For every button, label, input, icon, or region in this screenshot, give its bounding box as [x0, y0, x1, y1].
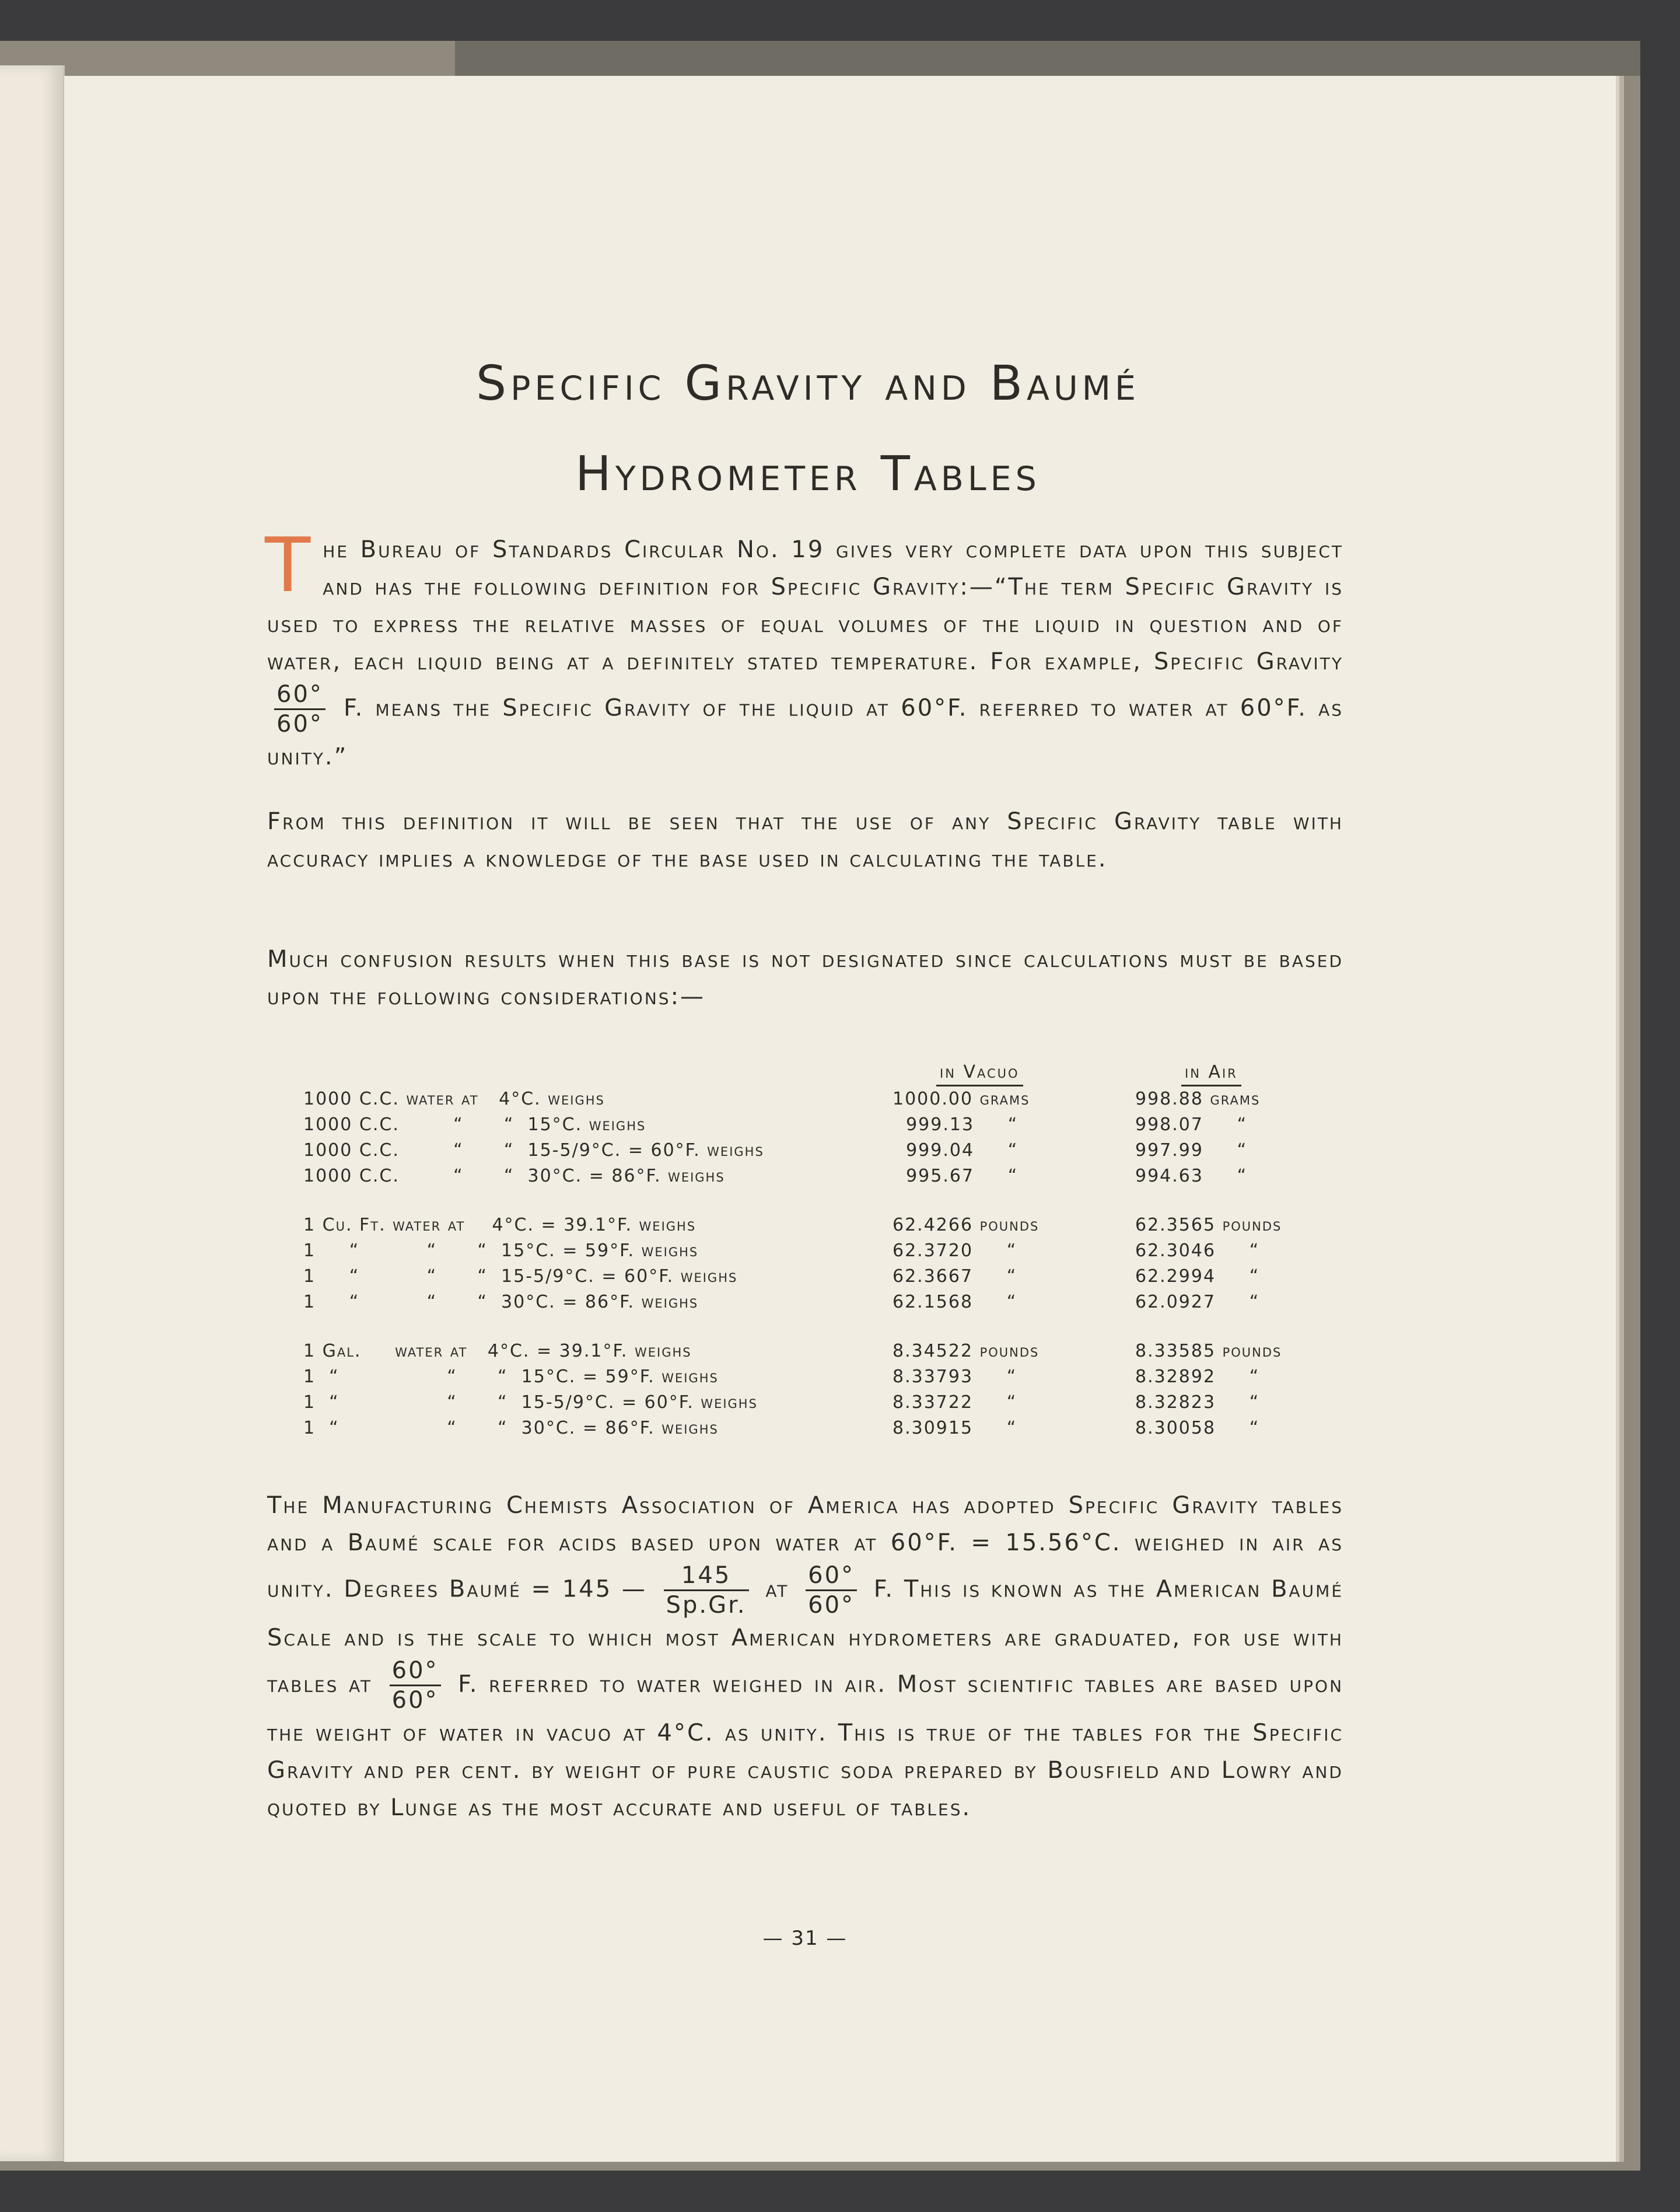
page-title [0, 338, 1616, 519]
row-in-vacuo-value: 62.3720 “ [892, 1240, 1017, 1261]
table-row [303, 1215, 1353, 1240]
row-in-air-value: 62.2994 “ [1135, 1266, 1260, 1287]
row-in-vacuo-value: 8.33722 “ [892, 1392, 1017, 1413]
paragraph-definition-text-2: F. means the Specific Gravity of the liquid at 60°F. referred to water at 60°F. as unity.” [267, 694, 1343, 770]
row-in-air-value: 62.3046 “ [1135, 1240, 1260, 1261]
column-header-in-vacuo: in Vacuo [936, 1062, 1023, 1086]
table-row [303, 1114, 1353, 1140]
row-in-vacuo-value: 8.34522 pounds [892, 1341, 1040, 1361]
table-row [303, 1418, 1353, 1444]
paragraph-manufacturing-chemists [267, 1487, 1343, 1826]
row-in-vacuo-value: 999.13 “ [892, 1114, 1019, 1135]
fraction-denominator: 60° [808, 1592, 855, 1619]
row-label: 1 “ “ “ 15°C. = 59°F. weighs [303, 1240, 699, 1261]
row-label: 1000 C.C. “ “ 15-5/9°C. = 60°F. weighs [303, 1140, 764, 1161]
row-in-air-value: 8.33585 pounds [1135, 1341, 1282, 1361]
paragraph-definition [265, 522, 1343, 775]
paragraph-confusion-text: Much confusion results when this base is not designated since calculations must be based upon the following considerations:— [267, 946, 1343, 1010]
fraction-numerator: 145 [664, 1561, 749, 1591]
table-row [303, 1292, 1353, 1318]
paragraph-mca-text-2: F. This is known as the American Baumé Scale and is the scale to which most American hydrometers are graduated, for use with tables at [267, 1575, 1344, 1698]
column-header-in-air: in Air [1181, 1062, 1241, 1086]
paragraph-confusion [267, 941, 1343, 1015]
fraction-numerator: 60° [806, 1561, 857, 1591]
paragraph-definition-text-1: he Bureau of Standards Circular No. 19 gives very complete data upon this subject and has the following definition for Specific Gravity:—“The term Specific Gravity is used to express the relative masses of equal volumes of the liquid in question and of water, each liquid being at a definitely stated temperature. For example, Specific Gravity [267, 536, 1343, 675]
table-row [303, 1392, 1353, 1418]
row-label: 1 Cu. Ft. water at 4°C. = 39.1°F. weighs [303, 1215, 696, 1235]
page-number: — 31 — [762, 1927, 848, 1950]
row-in-air-value: 8.32823 “ [1135, 1392, 1260, 1413]
row-label: 1 “ “ “ 15°C. = 59°F. weighs [303, 1367, 719, 1387]
paragraph-mca-text-1: The Manufacturing Chemists Association of America has adopted Specific Gravity tables and a Baumé scale for acids based upon water at 60°F. = 15.56°C. weighed in air as unity. Degrees Baumé = 145 — [267, 1492, 1343, 1603]
fraction-60-over-60 [806, 1561, 857, 1619]
fraction-numerator: 60° [390, 1657, 441, 1686]
title-line-2: Hydrometer Tables [575, 446, 1041, 502]
row-in-vacuo-value: 995.67 “ [892, 1166, 1019, 1186]
row-label: 1 “ “ “ 15-5/9°C. = 60°F. weighs [303, 1392, 758, 1413]
row-label: 1 “ “ “ 30°C. = 86°F. weighs [303, 1418, 719, 1438]
row-label: 1000 C.C. “ “ 30°C. = 86°F. weighs [303, 1166, 725, 1186]
row-in-vacuo-value: 62.3667 “ [892, 1266, 1017, 1287]
book-cover-edge [455, 41, 1640, 76]
row-in-air-value: 8.32892 “ [1135, 1367, 1260, 1387]
row-label: 1000 C.C. water at 4°C. weighs [303, 1089, 605, 1109]
row-in-air-value: 997.99 “ [1135, 1140, 1248, 1161]
table-row [303, 1341, 1353, 1367]
row-label: 1 Gal. water at 4°C. = 39.1°F. weighs [303, 1341, 692, 1361]
row-label: 1 “ “ “ 15-5/9°C. = 60°F. weighs [303, 1266, 738, 1287]
fraction-145-over-sp-gr [664, 1561, 749, 1619]
row-label: 1 “ “ “ 30°C. = 86°F. weighs [303, 1292, 699, 1312]
title-line-1: Specific Gravity and Baumé [476, 356, 1140, 411]
row-in-air-value: 994.63 “ [1135, 1166, 1248, 1186]
row-in-air-value: 8.30058 “ [1135, 1418, 1260, 1438]
drop-cap: T [265, 522, 313, 609]
row-in-air-value: 998.07 “ [1135, 1114, 1248, 1135]
row-in-vacuo-value: 8.33793 “ [892, 1367, 1017, 1387]
paragraph-mca-text-3: F. referred to water weighed in air. Most scientific tables are based upon the weight of water in vacuo at 4°C. as unity. This is true of the tables for the Specific Gravity and per cent. by weight of pure caustic soda prepared by Bousfield and Lowry and quoted by Lunge as the most accurate and useful of tables. [267, 1671, 1344, 1821]
table-row [303, 1367, 1353, 1392]
row-in-air-value: 62.3565 pounds [1135, 1215, 1282, 1235]
fraction-60-over-60 [274, 680, 326, 738]
paragraph-base-text: From this definition it will be seen that the use of any Specific Gravity table with accuracy implies a knowledge of the base used in calculating the table. [267, 808, 1343, 872]
table-row [303, 1166, 1353, 1191]
row-in-vacuo-value: 62.1568 “ [892, 1292, 1017, 1312]
fraction-60-over-60 [390, 1657, 441, 1714]
table-row [303, 1266, 1353, 1292]
fraction-denominator: 60° [276, 711, 323, 738]
row-in-vacuo-value: 999.04 “ [892, 1140, 1019, 1161]
row-in-air-value: 998.88 grams [1135, 1089, 1261, 1109]
table-row [303, 1089, 1353, 1114]
fraction-denominator: Sp.Gr. [666, 1592, 747, 1619]
paragraph-base [267, 803, 1343, 878]
fraction-numerator: 60° [274, 680, 326, 710]
row-in-vacuo-value: 62.4266 pounds [892, 1215, 1040, 1235]
table-row [303, 1240, 1353, 1266]
paragraph-mca-at: at [765, 1575, 789, 1603]
row-in-vacuo-value: 1000.00 grams [892, 1089, 1030, 1109]
row-in-vacuo-value: 8.30915 “ [892, 1418, 1017, 1438]
row-label: 1000 C.C. “ “ 15°C. weighs [303, 1114, 646, 1135]
fraction-denominator: 60° [391, 1687, 439, 1714]
table-row [303, 1140, 1353, 1166]
row-in-air-value: 62.0927 “ [1135, 1292, 1260, 1312]
